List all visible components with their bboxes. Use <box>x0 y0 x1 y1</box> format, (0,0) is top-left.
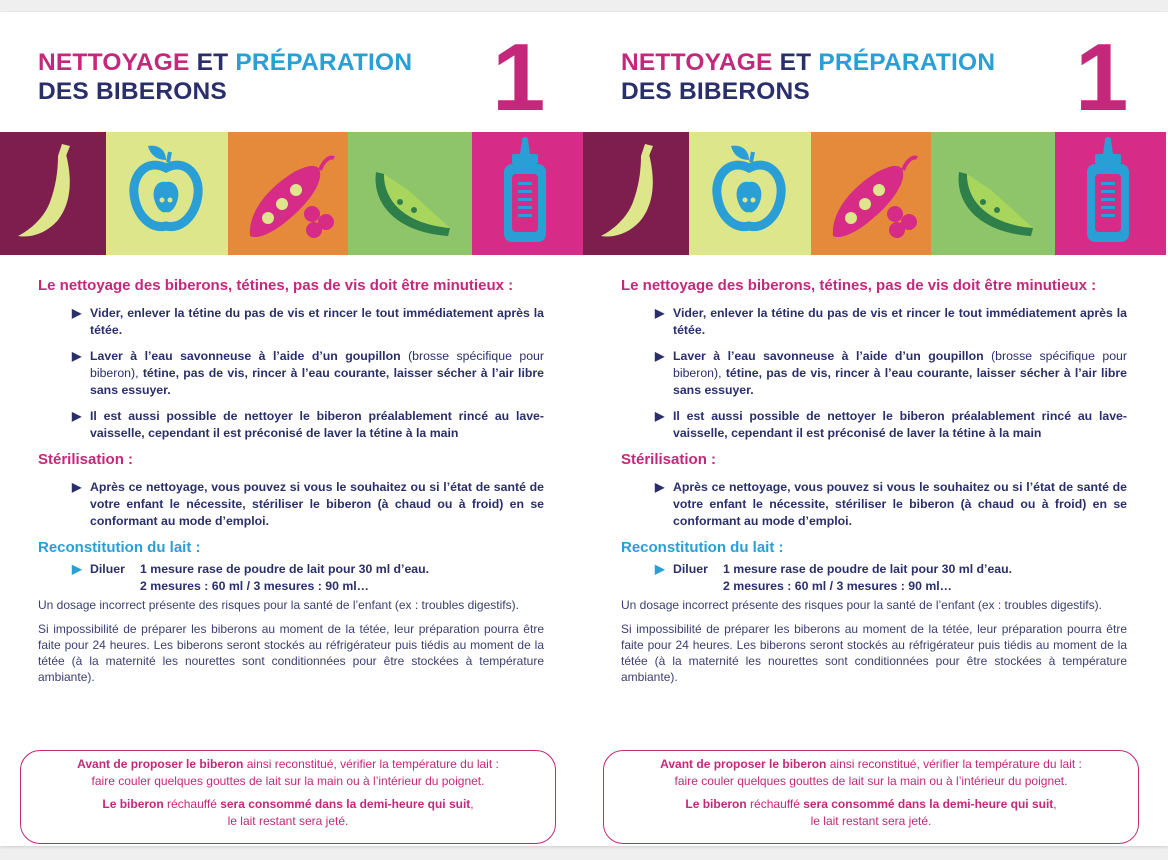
list-item-text: Après ce nettoyage, vous pouvez si vous le souhaitez ou si l’état de santé de votre enfant le nécessite, stériliser le biberon (à chaud ou à froid) en se conformant au mode d’emploi. <box>90 480 544 528</box>
list-item-text: (brosse spécifique pour biberon), <box>90 349 544 380</box>
section-heading-reconstitution: Reconstitution du lait : <box>38 539 201 556</box>
banana-icon <box>583 132 689 255</box>
dosage-instruction <box>38 561 544 595</box>
dose-line-2: 2 mesures : 60 ml / 3 mesures : 90 ml… <box>140 579 369 593</box>
callout-text: ainsi reconstitué, vérifier la température du lait : <box>826 757 1082 771</box>
list-item <box>655 408 1127 442</box>
callout-text: , <box>470 797 474 811</box>
dosage-warning: Un dosage incorrect présente des risques pour la santé de l’enfant (ex : troubles digestifs). <box>621 598 1102 612</box>
page-title <box>38 48 412 106</box>
callout-text: le lait restant sera jeté. <box>810 814 932 828</box>
arrow-bullet-icon: ▶ <box>72 409 82 423</box>
arrow-bullet-icon: ▶ <box>72 306 82 320</box>
callout-text: réchauffé <box>163 797 221 811</box>
brochure-page-right <box>583 12 1166 846</box>
apple-tile <box>689 132 811 255</box>
apple-tile <box>106 132 228 255</box>
list-item-text: Laver à l’eau savonneuse à l’aide d’un goupillon <box>673 349 984 363</box>
callout-text: faire couler quelques gouttes de lait sur la main ou à l’intérieur du poignet. <box>674 774 1068 788</box>
banana-tile <box>583 132 689 255</box>
title-word-preparation: PRÉPARATION <box>235 49 413 76</box>
page-title <box>621 48 995 106</box>
watermelon-tile <box>931 132 1055 255</box>
list-item-text: Il est aussi possible de nettoyer le biberon préalablement rincé au lave-vaisselle, cependant il est préconisé de laver la tétine à la main <box>673 409 1127 440</box>
list-item-text: Laver à l’eau savonneuse à l’aide d’un goupillon <box>90 349 401 363</box>
list-item <box>72 479 544 530</box>
chapter-number: 1 <box>1075 24 1129 131</box>
callout-text: Le biberon <box>685 797 747 811</box>
callout-text: réchauffé <box>746 797 804 811</box>
bottle-tile <box>1055 132 1166 255</box>
title-word-nettoyage: NETTOYAGE <box>621 49 773 76</box>
section-heading-reconstitution: Reconstitution du lait : <box>621 539 784 556</box>
baby-bottle-icon <box>1055 132 1166 255</box>
banana-tile <box>0 132 106 255</box>
cleaning-list <box>621 305 1127 442</box>
callout-text: Avant de proposer le biberon <box>660 757 827 771</box>
list-item-text: Il est aussi possible de nettoyer le biberon préalablement rincé au lave-vaisselle, cependant il est préconisé de laver la tétine à la main <box>90 409 544 440</box>
list-item <box>72 348 544 399</box>
title-word-et: ET <box>779 49 812 76</box>
banana-icon <box>0 132 106 255</box>
section-heading-cleaning: Le nettoyage des biberons, tétines, pas de vis doit être minutieux : <box>621 277 1097 294</box>
callout-text: Avant de proposer le biberon <box>77 757 244 771</box>
dose-line-1: 1 mesure rase de poudre de lait pour 30 ml d’eau. <box>140 562 430 576</box>
section-heading-sterilisation: Stérilisation : <box>38 451 134 468</box>
callout-text: sera consommé dans la demi-heure qui suit <box>803 797 1054 811</box>
callout-text: ainsi reconstitué, vérifier la température du lait : <box>243 757 499 771</box>
sterilisation-list <box>621 479 1127 530</box>
list-item <box>655 479 1127 530</box>
callout-text: faire couler quelques gouttes de lait sur la main ou à l’intérieur du poignet. <box>91 774 485 788</box>
arrow-bullet-icon: ▶ <box>655 480 665 494</box>
chapter-number: 1 <box>492 24 546 131</box>
bottle-tile <box>472 132 583 255</box>
illustration-band <box>583 132 1166 255</box>
list-item-text: Après ce nettoyage, vous pouvez si vous le souhaitez ou si l’état de santé de votre enfant le nécessite, stériliser le biberon (à chaud ou à froid) en se conformant au mode d’emploi. <box>673 480 1127 528</box>
brochure-spread <box>0 12 1168 846</box>
title-line-2: DES BIBERONS <box>38 78 227 105</box>
arrow-bullet-icon: ▶ <box>72 562 82 576</box>
list-item-text: Vider, enlever la tétine du pas de vis et rincer le tout immédiatement après la tétée. <box>673 306 1127 337</box>
dose-verb: Diluer <box>90 562 125 576</box>
storage-paragraph: Si impossibilité de préparer les biberons au moment de la tétée, leur préparation pourra être faite pour 24 heures. Les biberons seront stockés au réfrigérateur puis tiédis au moment de la tétée (à la maternité les nourettes sont conditionnées pour être stockées à température ambiante). <box>38 622 544 684</box>
title-word-nettoyage: NETTOYAGE <box>38 49 190 76</box>
title-line-2: DES BIBERONS <box>621 78 810 105</box>
peas-icon <box>228 132 348 255</box>
list-item-text: tétine, pas de vis, rincer à l’eau courante, laisser sécher à l’air libre sans essuyer. <box>673 366 1127 397</box>
list-item-text: tétine, pas de vis, rincer à l’eau courante, laisser sécher à l’air libre sans essuyer. <box>90 366 544 397</box>
callout-text: , <box>1053 797 1057 811</box>
list-item <box>655 305 1127 339</box>
storage-paragraph: Si impossibilité de préparer les biberons au moment de la tétée, leur préparation pourra être faite pour 24 heures. Les biberons seront stockés au réfrigérateur puis tiédis au moment de la tétée (à la maternité les nourettes sont conditionnées pour être stockées à température ambiante). <box>621 622 1127 684</box>
callout-text: sera consommé dans la demi-heure qui suit <box>220 797 471 811</box>
peas-tile <box>228 132 348 255</box>
arrow-bullet-icon: ▶ <box>655 562 665 576</box>
arrow-bullet-icon: ▶ <box>655 349 665 363</box>
dosage-warning: Un dosage incorrect présente des risques pour la santé de l’enfant (ex : troubles digestifs). <box>38 598 519 612</box>
apple-icon <box>689 132 811 255</box>
list-item-text: Vider, enlever la tétine du pas de vis et rincer le tout immédiatement après la tétée. <box>90 306 544 337</box>
apple-icon <box>106 132 228 255</box>
cleaning-list <box>38 305 544 442</box>
list-item-text: (brosse spécifique pour biberon), <box>673 349 1127 380</box>
list-item <box>72 305 544 339</box>
dose-line-1: 1 mesure rase de poudre de lait pour 30 ml d’eau. <box>723 562 1013 576</box>
dosage-instruction <box>621 561 1127 595</box>
dose-line-2: 2 mesures : 60 ml / 3 mesures : 90 ml… <box>723 579 952 593</box>
section-heading-cleaning: Le nettoyage des biberons, tétines, pas de vis doit être minutieux : <box>38 277 514 294</box>
list-item <box>72 408 544 442</box>
title-word-et: ET <box>196 49 229 76</box>
brochure-page-left <box>0 12 583 846</box>
callout-text: le lait restant sera jeté. <box>227 814 349 828</box>
watermelon-tile <box>348 132 472 255</box>
title-word-preparation: PRÉPARATION <box>818 49 996 76</box>
page-content <box>38 277 544 685</box>
callout-text: Le biberon <box>102 797 164 811</box>
section-heading-sterilisation: Stérilisation : <box>621 451 717 468</box>
arrow-bullet-icon: ▶ <box>72 349 82 363</box>
peas-tile <box>811 132 931 255</box>
illustration-band <box>0 132 583 255</box>
sterilisation-list <box>38 479 544 530</box>
temperature-callout-box <box>603 750 1139 844</box>
list-item <box>655 348 1127 399</box>
arrow-bullet-icon: ▶ <box>655 409 665 423</box>
baby-bottle-icon <box>472 132 583 255</box>
temperature-callout-box <box>20 750 556 844</box>
arrow-bullet-icon: ▶ <box>72 480 82 494</box>
page-content <box>621 277 1127 685</box>
watermelon-icon <box>348 132 472 255</box>
watermelon-icon <box>931 132 1055 255</box>
arrow-bullet-icon: ▶ <box>655 306 665 320</box>
peas-icon <box>811 132 931 255</box>
dose-verb: Diluer <box>673 562 708 576</box>
